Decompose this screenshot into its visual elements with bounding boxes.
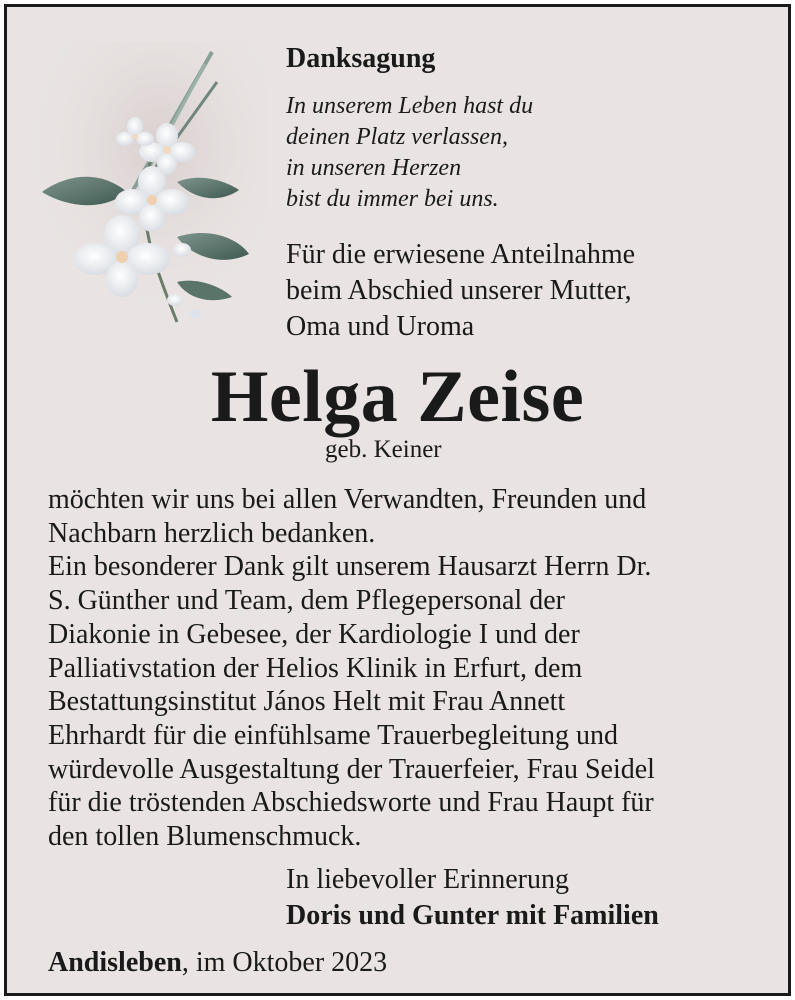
maiden-name: geb. Keiner [325,436,442,463]
poem-line: bist du immer bei uns. [286,186,499,212]
orchid-branch-icon [27,42,267,342]
body-line: Nachbarn herzlich bedanken. [48,517,376,549]
body-line: Ehrhardt für die einfühlsame Trauerbegleitung und [48,719,618,751]
date-text: , im Oktober 2023 [181,947,388,978]
poem-line: deinen Platz verlassen, [286,124,508,150]
signers: Doris und Gunter mit Familien [286,900,659,931]
body-line: S. Günther und Team, dem Pflegepersonal der [48,585,565,617]
thanks-line: Für die erwiesene Anteilnahme [286,239,636,270]
body-line: für die tröstenden Abschiedsworte und Frau Haupt für [48,787,654,819]
thanks-body [48,483,655,854]
body-line: würdevolle Ausgestaltung der Trauerfeier, Frau Seidel [48,753,655,785]
poem-line: In unserem Leben hast du [286,93,534,119]
body-line: den tollen Blumenschmuck. [48,821,362,853]
place-date [48,945,387,981]
closing-block [286,862,659,934]
body-line: Diakonie in Gebesee, der Kardiologie I und der [48,618,580,650]
thanks-line: beim Abschied unserer Mutter, [286,275,632,306]
body-line: Bestattungsinstitut János Helt mit Frau Annett [48,686,566,718]
body-line: Palliativstation der Helios Klinik in Erfurt, dem [48,652,583,684]
poem-line: in unseren Herzen [286,155,462,181]
place-name: Andisleben [48,947,182,978]
notice-heading: Danksagung [286,43,436,74]
body-line: Ein besonderer Dank gilt unserem Hausarzt Herrn Dr. [48,551,652,583]
poem [286,91,533,215]
deceased-name: Helga Zeise [210,356,585,438]
body-line: möchten wir uns bei allen Verwandten, Freunden und [48,484,647,515]
obituary-notice [4,4,791,996]
thanks-intro [286,237,635,345]
thanks-line: Oma und Uroma [286,311,475,342]
closing-phrase: In liebevoller Erinnerung [286,864,570,895]
